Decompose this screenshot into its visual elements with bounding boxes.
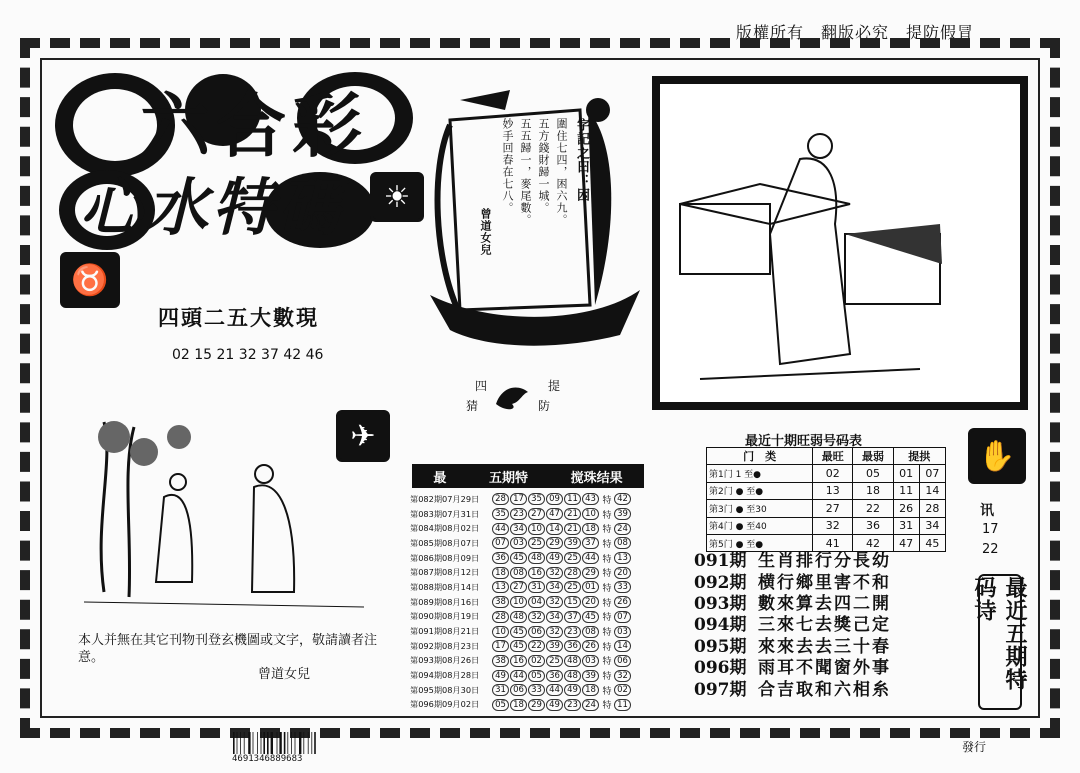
special-ball: 14 [614, 640, 631, 652]
poem-issue: 097期 [694, 679, 747, 700]
strength-row [707, 482, 946, 499]
results-header-part: 五期特 [488, 470, 528, 486]
barcode-bar [267, 732, 269, 754]
result-ball: 17 [492, 640, 509, 652]
strength-cell-tip1: 47 [893, 534, 919, 551]
results-row [410, 536, 646, 551]
special-label: 特 [602, 628, 612, 639]
result-ball: 45 [582, 611, 599, 623]
ship-poem [478, 118, 588, 278]
strength-cell-tip2: 28 [919, 500, 945, 517]
result-ball: 25 [546, 655, 563, 667]
strength-cell-door: 第5门 ● 至● [707, 534, 813, 551]
result-ball: 16 [510, 655, 527, 667]
result-ball: 05 [492, 699, 509, 711]
result-ball: 32 [528, 611, 545, 623]
result-ball: 23 [564, 626, 581, 638]
poem-line [694, 612, 930, 636]
strength-row [707, 500, 946, 517]
ship-poem-line: 五方錢財歸一城。 [537, 118, 550, 214]
results-header-part: 搅珠结果 [570, 470, 623, 486]
results-row-label: 第084期08月02日 [410, 523, 480, 534]
publisher-label: 發行 [962, 740, 987, 754]
result-ball: 27 [528, 508, 545, 520]
results-header [412, 464, 644, 488]
strength-cell-tip2: 34 [919, 517, 945, 534]
strength-header: 最旺 [813, 448, 853, 465]
special-ball: 08 [614, 537, 631, 549]
ship-poem-line: 圍住七四，困六九。 [555, 118, 568, 226]
strength-header: 门 类 [707, 448, 813, 465]
sun-icon: ☀ [370, 172, 424, 222]
strength-cell-weak: 36 [853, 517, 893, 534]
strength-cell-hot: 02 [813, 465, 853, 482]
barcode-bar [261, 732, 262, 754]
result-ball: 06 [510, 684, 527, 696]
strength-cell-hot: 27 [813, 500, 853, 517]
hint-char: 提 [548, 379, 561, 393]
barcode-bar [287, 732, 288, 754]
results-row [410, 654, 646, 669]
poem-issue: 092期 [694, 572, 747, 593]
strength-table [706, 447, 946, 552]
results-row [410, 639, 646, 654]
strength-header: 最弱 [853, 448, 893, 465]
strength-cell-hot: 13 [813, 482, 853, 499]
result-ball: 21 [564, 508, 581, 520]
signature: 曾道女兒 [258, 667, 311, 682]
special-label: 特 [602, 598, 612, 609]
result-ball: 34 [510, 523, 527, 535]
disclaimer: 本人并無在其它刊物刊登玄機圖或文字，敬請讀者注意。 [78, 633, 378, 665]
special-ball: 32 [614, 670, 631, 682]
results-row-label: 第082期07月29日 [410, 493, 480, 504]
strength-row [707, 465, 946, 482]
result-ball: 45 [510, 552, 527, 564]
result-ball: 32 [546, 567, 563, 579]
special-label: 特 [602, 583, 612, 594]
poem-line [694, 591, 930, 612]
poem-text: 數來算去四二開 [758, 593, 891, 614]
results-row [410, 580, 646, 595]
result-ball: 44 [582, 552, 599, 564]
results-row-label: 第091期08月21日 [410, 626, 480, 637]
barcode-bar [299, 732, 301, 754]
barcode-bar [314, 732, 316, 754]
poem-line [694, 634, 930, 655]
result-ball: 48 [564, 655, 581, 667]
result-ball: 21 [564, 523, 581, 535]
barcode-bar [303, 732, 304, 754]
result-ball: 10 [492, 626, 509, 638]
results-row [410, 698, 646, 713]
result-ball: 35 [492, 508, 509, 520]
result-ball: 15 [564, 596, 581, 608]
strength-cell-tip1: 31 [893, 517, 919, 534]
result-ball: 49 [546, 552, 563, 564]
result-ball: 38 [492, 596, 509, 608]
barcode-bar [279, 732, 281, 754]
result-ball: 37 [582, 537, 599, 549]
result-ball: 01 [582, 581, 599, 593]
poem-text: 三來七去獎己定 [758, 615, 891, 636]
result-ball: 25 [564, 581, 581, 593]
right-number: 17 [982, 522, 999, 537]
results-row-label: 第087期08月12日 [410, 567, 480, 578]
result-ball: 11 [564, 493, 581, 505]
poem-issue: 096期 [694, 658, 747, 679]
result-ball: 36 [564, 640, 581, 652]
results-row-label: 第092期08月23日 [410, 640, 480, 651]
result-ball: 39 [564, 537, 581, 549]
strength-cell-door: 第2门 ● 至● [707, 482, 813, 499]
result-ball: 25 [528, 537, 545, 549]
strength-cell-weak: 18 [853, 482, 893, 499]
poem-line [694, 655, 930, 679]
barcode-bar [253, 732, 254, 754]
poem-text: 雨耳不聞窗外事 [758, 658, 891, 679]
barcode-bar [263, 732, 265, 754]
result-ball: 45 [510, 626, 527, 638]
barcode [232, 732, 332, 754]
hot-numbers: 02 15 21 32 37 42 46 [172, 347, 324, 363]
scholar-illustration [652, 76, 1028, 410]
strength-header-row [707, 448, 946, 465]
special-ball: 20 [614, 567, 631, 579]
result-ball: 27 [510, 581, 527, 593]
result-ball: 14 [546, 523, 563, 535]
special-ball: 13 [614, 552, 631, 564]
barcode-bar [295, 732, 296, 754]
barcode-bar [291, 732, 292, 754]
results-row-label: 第088期08月14日 [410, 581, 480, 592]
results-row [410, 565, 646, 580]
strength-row [707, 517, 946, 534]
results-row-label: 第089期08月16日 [410, 596, 480, 607]
right-label: 讯 [980, 503, 994, 519]
result-ball: 10 [528, 523, 545, 535]
result-ball: 43 [582, 493, 599, 505]
result-ball: 06 [528, 626, 545, 638]
result-ball: 44 [546, 684, 563, 696]
strength-cell-tip1: 01 [893, 465, 919, 482]
barcode-bar [257, 732, 258, 754]
result-ball: 16 [528, 567, 545, 579]
strength-cell-weak: 22 [853, 500, 893, 517]
result-ball: 23 [564, 699, 581, 711]
result-ball: 29 [582, 567, 599, 579]
result-ball: 33 [528, 684, 545, 696]
strength-cell-weak: 42 [853, 534, 893, 551]
barcode-bar [240, 732, 241, 754]
strength-header: 提拱 [893, 448, 945, 465]
result-ball: 49 [492, 670, 509, 682]
hint-char: 猜 [466, 399, 479, 413]
results-row-label: 第093期08月26日 [410, 655, 480, 666]
poem-issue: 091期 [694, 551, 747, 572]
barcode-bar [237, 732, 238, 754]
result-ball: 28 [492, 493, 509, 505]
poem-issue: 094期 [694, 615, 747, 636]
issue-poem-list [694, 548, 930, 698]
result-ball: 18 [510, 699, 527, 711]
special-ball: 06 [614, 655, 631, 667]
two-figures-illustration [74, 402, 374, 622]
results-row [410, 551, 646, 566]
result-ball: 10 [510, 596, 527, 608]
result-ball: 25 [564, 552, 581, 564]
zodiac-ox-icon: ♉ [60, 252, 120, 308]
scholar-drawing [660, 84, 1020, 402]
results-row-label: 第086期08月09日 [410, 552, 480, 563]
result-ball: 48 [510, 611, 527, 623]
strength-body [707, 465, 946, 552]
result-ball: 17 [510, 493, 527, 505]
result-ball: 07 [492, 537, 509, 549]
poem-issue: 095期 [694, 636, 747, 657]
result-ball: 48 [528, 552, 545, 564]
results-row [410, 624, 646, 639]
result-ball: 47 [546, 508, 563, 520]
result-ball: 08 [582, 626, 599, 638]
results-row-label: 第095期08月30日 [410, 684, 480, 695]
strength-cell-door: 第4门 ● 至40 [707, 517, 813, 534]
result-ball: 04 [528, 596, 545, 608]
result-ball: 23 [510, 508, 527, 520]
copyright-notice: 版權所有 翻版必究 提防假冒 [736, 23, 975, 42]
result-ball: 18 [582, 523, 599, 535]
barcode-bar [248, 732, 250, 754]
result-ball: 32 [546, 596, 563, 608]
results-row-label: 第090期08月19日 [410, 611, 480, 622]
poem-line [694, 676, 930, 700]
results-row-label: 第096期09月02日 [410, 699, 480, 710]
result-ball: 31 [492, 684, 509, 696]
poem-text: 合吉取和六相糸 [758, 679, 891, 700]
vertical-title: 最近五期特码诗 [978, 574, 1022, 710]
result-ball: 39 [546, 640, 563, 652]
result-ball: 09 [546, 493, 563, 505]
result-ball: 02 [528, 655, 545, 667]
result-ball: 48 [564, 670, 581, 682]
strength-cell-weak: 05 [853, 465, 893, 482]
zodiac-hand-icon: ✋ [968, 428, 1026, 484]
strength-cell-door: 第1门 1 至● [707, 465, 813, 482]
result-ball: 03 [582, 655, 599, 667]
special-ball: 11 [614, 699, 631, 711]
result-ball: 44 [510, 670, 527, 682]
title-sub: 心水特碼 [80, 171, 345, 244]
result-ball: 29 [528, 699, 545, 711]
heading: 四頭二五大數現 [158, 305, 319, 330]
strength-cell-tip2: 07 [919, 465, 945, 482]
result-ball: 26 [582, 640, 599, 652]
results-row-label: 第094期08月28日 [410, 670, 480, 681]
strength-cell-tip2: 14 [919, 482, 945, 499]
results-row-label: 第085期08月07日 [410, 537, 480, 548]
special-ball: 39 [614, 508, 631, 520]
results-row-label: 第083期07月31日 [410, 508, 480, 519]
result-ball: 36 [546, 670, 563, 682]
special-label: 特 [602, 525, 612, 536]
barcode-number: 4691346889683 [232, 754, 303, 764]
poem-text: 横行鄉里害不和 [758, 572, 891, 593]
barcode-bar [233, 732, 235, 754]
result-ball: 35 [528, 493, 545, 505]
barcode-bar [244, 732, 245, 754]
result-ball: 13 [492, 581, 509, 593]
barcode-bar [311, 732, 312, 754]
special-label: 特 [602, 686, 612, 697]
result-ball: 28 [492, 611, 509, 623]
results-row [410, 683, 646, 698]
poem-line [694, 548, 930, 572]
barcode-bar [277, 732, 278, 754]
results-row [410, 595, 646, 610]
special-ball: 07 [614, 611, 631, 623]
results-table [410, 492, 646, 712]
result-ball: 05 [528, 670, 545, 682]
strength-cell-door: 第3门 ● 至30 [707, 500, 813, 517]
special-label: 特 [602, 642, 612, 653]
result-ball: 10 [582, 508, 599, 520]
ship-poem-author: 曾道女兒 [479, 208, 492, 256]
result-ball: 20 [582, 596, 599, 608]
result-ball: 29 [546, 537, 563, 549]
dragon-icon [492, 380, 534, 414]
special-label: 特 [602, 539, 612, 550]
strength-table-title: 最近十期旺弱号码表 [745, 434, 863, 449]
poem-issue: 093期 [694, 593, 747, 614]
special-label: 特 [602, 613, 612, 624]
special-label: 特 [602, 657, 612, 668]
result-ball: 18 [582, 684, 599, 696]
result-ball: 36 [492, 552, 509, 564]
special-label: 特 [602, 569, 612, 580]
barcode-bar [284, 732, 286, 754]
title-main: 六合彩 [140, 84, 368, 167]
special-ball: 42 [614, 493, 631, 505]
result-ball: 34 [546, 581, 563, 593]
ship-poem-line: 妙手回春在七八。 [501, 118, 514, 214]
result-ball: 08 [510, 567, 527, 579]
result-ball: 34 [546, 611, 563, 623]
special-ball: 33 [614, 581, 631, 593]
poem-text: 生肖排行分長幼 [758, 551, 891, 572]
result-ball: 49 [546, 699, 563, 711]
special-label: 特 [602, 554, 612, 565]
result-ball: 49 [564, 684, 581, 696]
special-ball: 03 [614, 626, 631, 638]
result-ball: 31 [528, 581, 545, 593]
poem-text: 來來去去三十春 [758, 636, 891, 657]
results-row [410, 610, 646, 625]
result-ball: 24 [582, 699, 599, 711]
results-row [410, 521, 646, 536]
results-row [410, 492, 646, 507]
result-ball: 22 [528, 640, 545, 652]
strength-cell-hot: 32 [813, 517, 853, 534]
result-ball: 37 [564, 611, 581, 623]
special-ball: 26 [614, 596, 631, 608]
result-ball: 18 [492, 567, 509, 579]
ship-poem-line: 五五歸一，麥尾數。 [519, 118, 532, 226]
result-ball: 28 [564, 567, 581, 579]
poem-line [694, 569, 930, 593]
result-ball: 32 [546, 626, 563, 638]
barcode-bar [308, 732, 309, 754]
right-number: 22 [982, 542, 999, 557]
special-label: 特 [602, 672, 612, 683]
result-ball: 03 [510, 537, 527, 549]
strength-cell-tip2: 45 [919, 534, 945, 551]
result-ball: 44 [492, 523, 509, 535]
zodiac-bird-icon: ✈ [336, 410, 390, 462]
barcode-bar [271, 732, 273, 754]
ship-poem-title: 字記之曰：困 [574, 118, 589, 202]
results-row [410, 668, 646, 683]
strength-cell-hot: 41 [813, 534, 853, 551]
strength-cell-tip1: 26 [893, 500, 919, 517]
special-ball: 24 [614, 523, 631, 535]
result-ball: 39 [582, 670, 599, 682]
result-ball: 38 [492, 655, 509, 667]
special-ball: 02 [614, 684, 631, 696]
result-ball: 45 [510, 640, 527, 652]
hint-char: 四 [475, 379, 488, 393]
special-label: 特 [602, 701, 612, 712]
special-label: 特 [602, 495, 612, 506]
special-label: 特 [602, 510, 612, 521]
results-header-part: 最 [433, 470, 447, 486]
hint-char: 防 [538, 399, 551, 413]
results-row [410, 507, 646, 522]
strength-cell-tip1: 11 [893, 482, 919, 499]
